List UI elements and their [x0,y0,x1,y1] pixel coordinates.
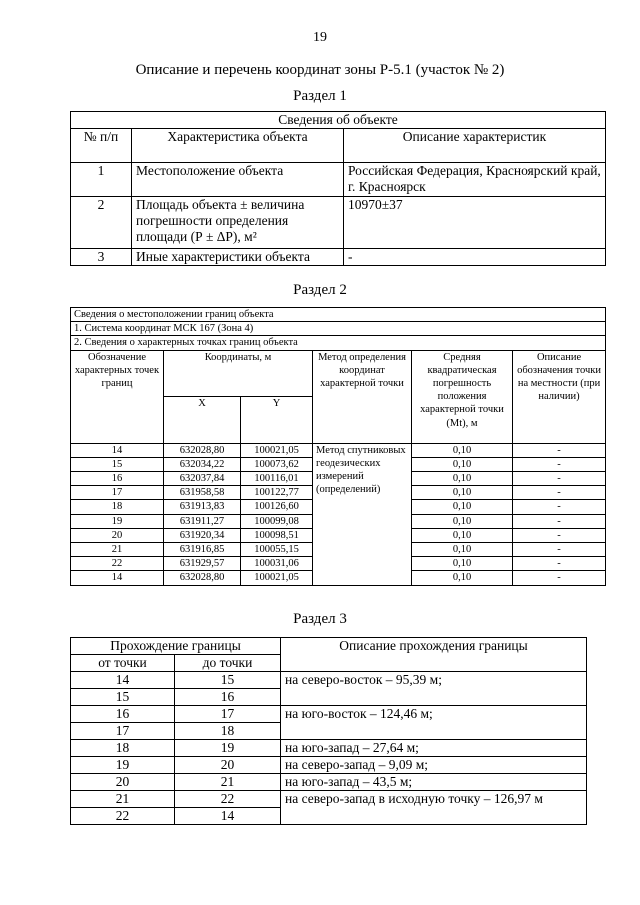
point-desc: - [513,543,606,557]
point-x: 631920,34 [164,528,241,542]
table-row [71,706,587,723]
col-point-desc-header: Описание обозначения точки на местности (при наличии) [513,350,606,443]
object-info-title: Сведения об объекте [71,112,606,129]
point-error: 0,10 [412,514,513,528]
row-description: 10970±37 [344,197,606,249]
from-point: 18 [71,740,175,757]
col-characteristic-header: Характеристика объекта [132,129,344,163]
col-passage-desc-header: Описание прохождения границы [281,638,587,672]
point-y: 100021,05 [241,571,313,585]
to-point: 20 [175,757,281,774]
point-desc: - [513,500,606,514]
col-description-header: Описание характеристик [344,129,606,163]
row-description: - [344,249,606,266]
point-y: 100031,06 [241,557,313,571]
table-row [71,740,587,757]
row-characteristic: Площадь объекта ± величина погрешности определения площади (Р ± ΔР), м² [132,197,344,249]
point-y: 100126,60 [241,500,313,514]
point-x: 632034,22 [164,457,241,471]
point-desc: - [513,557,606,571]
point-error: 0,10 [412,543,513,557]
section2-heading: Раздел 2 [293,282,347,298]
col-number-header: № п/п [71,129,132,163]
col-coords-header: Координаты, м [164,350,313,397]
point-error: 0,10 [412,486,513,500]
point-id: 20 [71,528,164,542]
from-point: 20 [71,774,175,791]
point-error: 0,10 [412,571,513,585]
boundary-header-line2: 1. Система координат МСК 167 (Зона 4) [71,322,606,336]
point-y: 100073,62 [241,457,313,471]
table-row [71,774,587,791]
passage-description: на северо-восток – 95,39 м; [281,672,587,706]
point-desc: - [513,486,606,500]
point-x: 632037,84 [164,472,241,486]
col-to-header: до точки [175,655,281,672]
point-id: 18 [71,500,164,514]
table-row [71,249,606,266]
point-x: 631911,27 [164,514,241,528]
row-description: Российская Федерация, Красноярский край, г. Красноярск [344,163,606,197]
passage-description: на северо-запад в исходную точку – 126,97 м [281,791,587,825]
passage-description: на северо-запад – 9,09 м; [281,757,587,774]
point-desc: - [513,457,606,471]
section3-heading: Раздел 3 [293,611,347,627]
point-y: 100055,15 [241,543,313,557]
method-value: Метод спутниковых геодезических измерений (определений) [313,443,412,585]
col-error-header: Средняя квадратическая погрешность положения характерной точки (Mt), м [412,350,513,443]
from-point: 22 [71,808,175,825]
point-y: 100116,01 [241,472,313,486]
row-number: 2 [71,197,132,249]
point-y: 100021,05 [241,443,313,457]
table-row [71,443,606,457]
point-desc: - [513,528,606,542]
to-point: 17 [175,706,281,723]
col-y-header: Y [241,397,313,444]
point-error: 0,10 [412,528,513,542]
point-x: 631929,57 [164,557,241,571]
passage-description: на юго-восток – 124,46 м; [281,706,587,740]
boundary-header-line3: 2. Сведения о характерных точках границ объекта [71,336,606,350]
from-point: 16 [71,706,175,723]
point-x: 632028,80 [164,571,241,585]
point-error: 0,10 [412,500,513,514]
point-error: 0,10 [412,443,513,457]
point-id: 15 [71,457,164,471]
point-y: 100122,77 [241,486,313,500]
row-characteristic: Местоположение объекта [132,163,344,197]
table-row [71,163,606,197]
point-error: 0,10 [412,457,513,471]
point-id: 14 [71,443,164,457]
point-id: 16 [71,472,164,486]
boundary-passage-table [70,637,587,825]
point-x: 631916,85 [164,543,241,557]
table-row [71,757,587,774]
page-number: 19 [313,30,327,45]
point-id: 21 [71,543,164,557]
passage-description: на юго-запад – 27,64 м; [281,740,587,757]
to-point: 19 [175,740,281,757]
passage-description: на юго-запад – 43,5 м; [281,774,587,791]
to-point: 18 [175,723,281,740]
object-info-table [70,111,606,266]
to-point: 14 [175,808,281,825]
point-error: 0,10 [412,557,513,571]
row-number: 1 [71,163,132,197]
from-point: 21 [71,791,175,808]
from-point: 19 [71,757,175,774]
col-passage-header: Прохождение границы [71,638,281,655]
point-desc: - [513,472,606,486]
to-point: 21 [175,774,281,791]
from-point: 17 [71,723,175,740]
point-x: 631958,58 [164,486,241,500]
document-title: Описание и перечень координат зоны Р-5.1 (участок № 2) [135,62,505,78]
point-x: 632028,80 [164,443,241,457]
point-desc: - [513,571,606,585]
point-y: 100099,08 [241,514,313,528]
point-y: 100098,51 [241,528,313,542]
col-point-header: Обозначение характерных точек границ [71,350,164,443]
boundary-points-table [70,307,606,586]
section1-heading: Раздел 1 [293,88,347,104]
point-desc: - [513,443,606,457]
from-point: 15 [71,689,175,706]
boundary-header-line1: Сведения о местоположении границ объекта [71,308,606,322]
point-id: 22 [71,557,164,571]
point-error: 0,10 [412,472,513,486]
to-point: 16 [175,689,281,706]
row-number: 3 [71,249,132,266]
to-point: 22 [175,791,281,808]
point-x: 631913,83 [164,500,241,514]
col-x-header: X [164,397,241,444]
col-from-header: от точки [71,655,175,672]
row-characteristic: Иные характеристики объекта [132,249,344,266]
table-row [71,197,606,249]
from-point: 14 [71,672,175,689]
point-id: 19 [71,514,164,528]
point-id: 14 [71,571,164,585]
point-desc: - [513,514,606,528]
point-id: 17 [71,486,164,500]
table-row [71,672,587,689]
col-method-header: Метод определения координат характерной точки [313,350,412,443]
to-point: 15 [175,672,281,689]
table-row [71,791,587,808]
